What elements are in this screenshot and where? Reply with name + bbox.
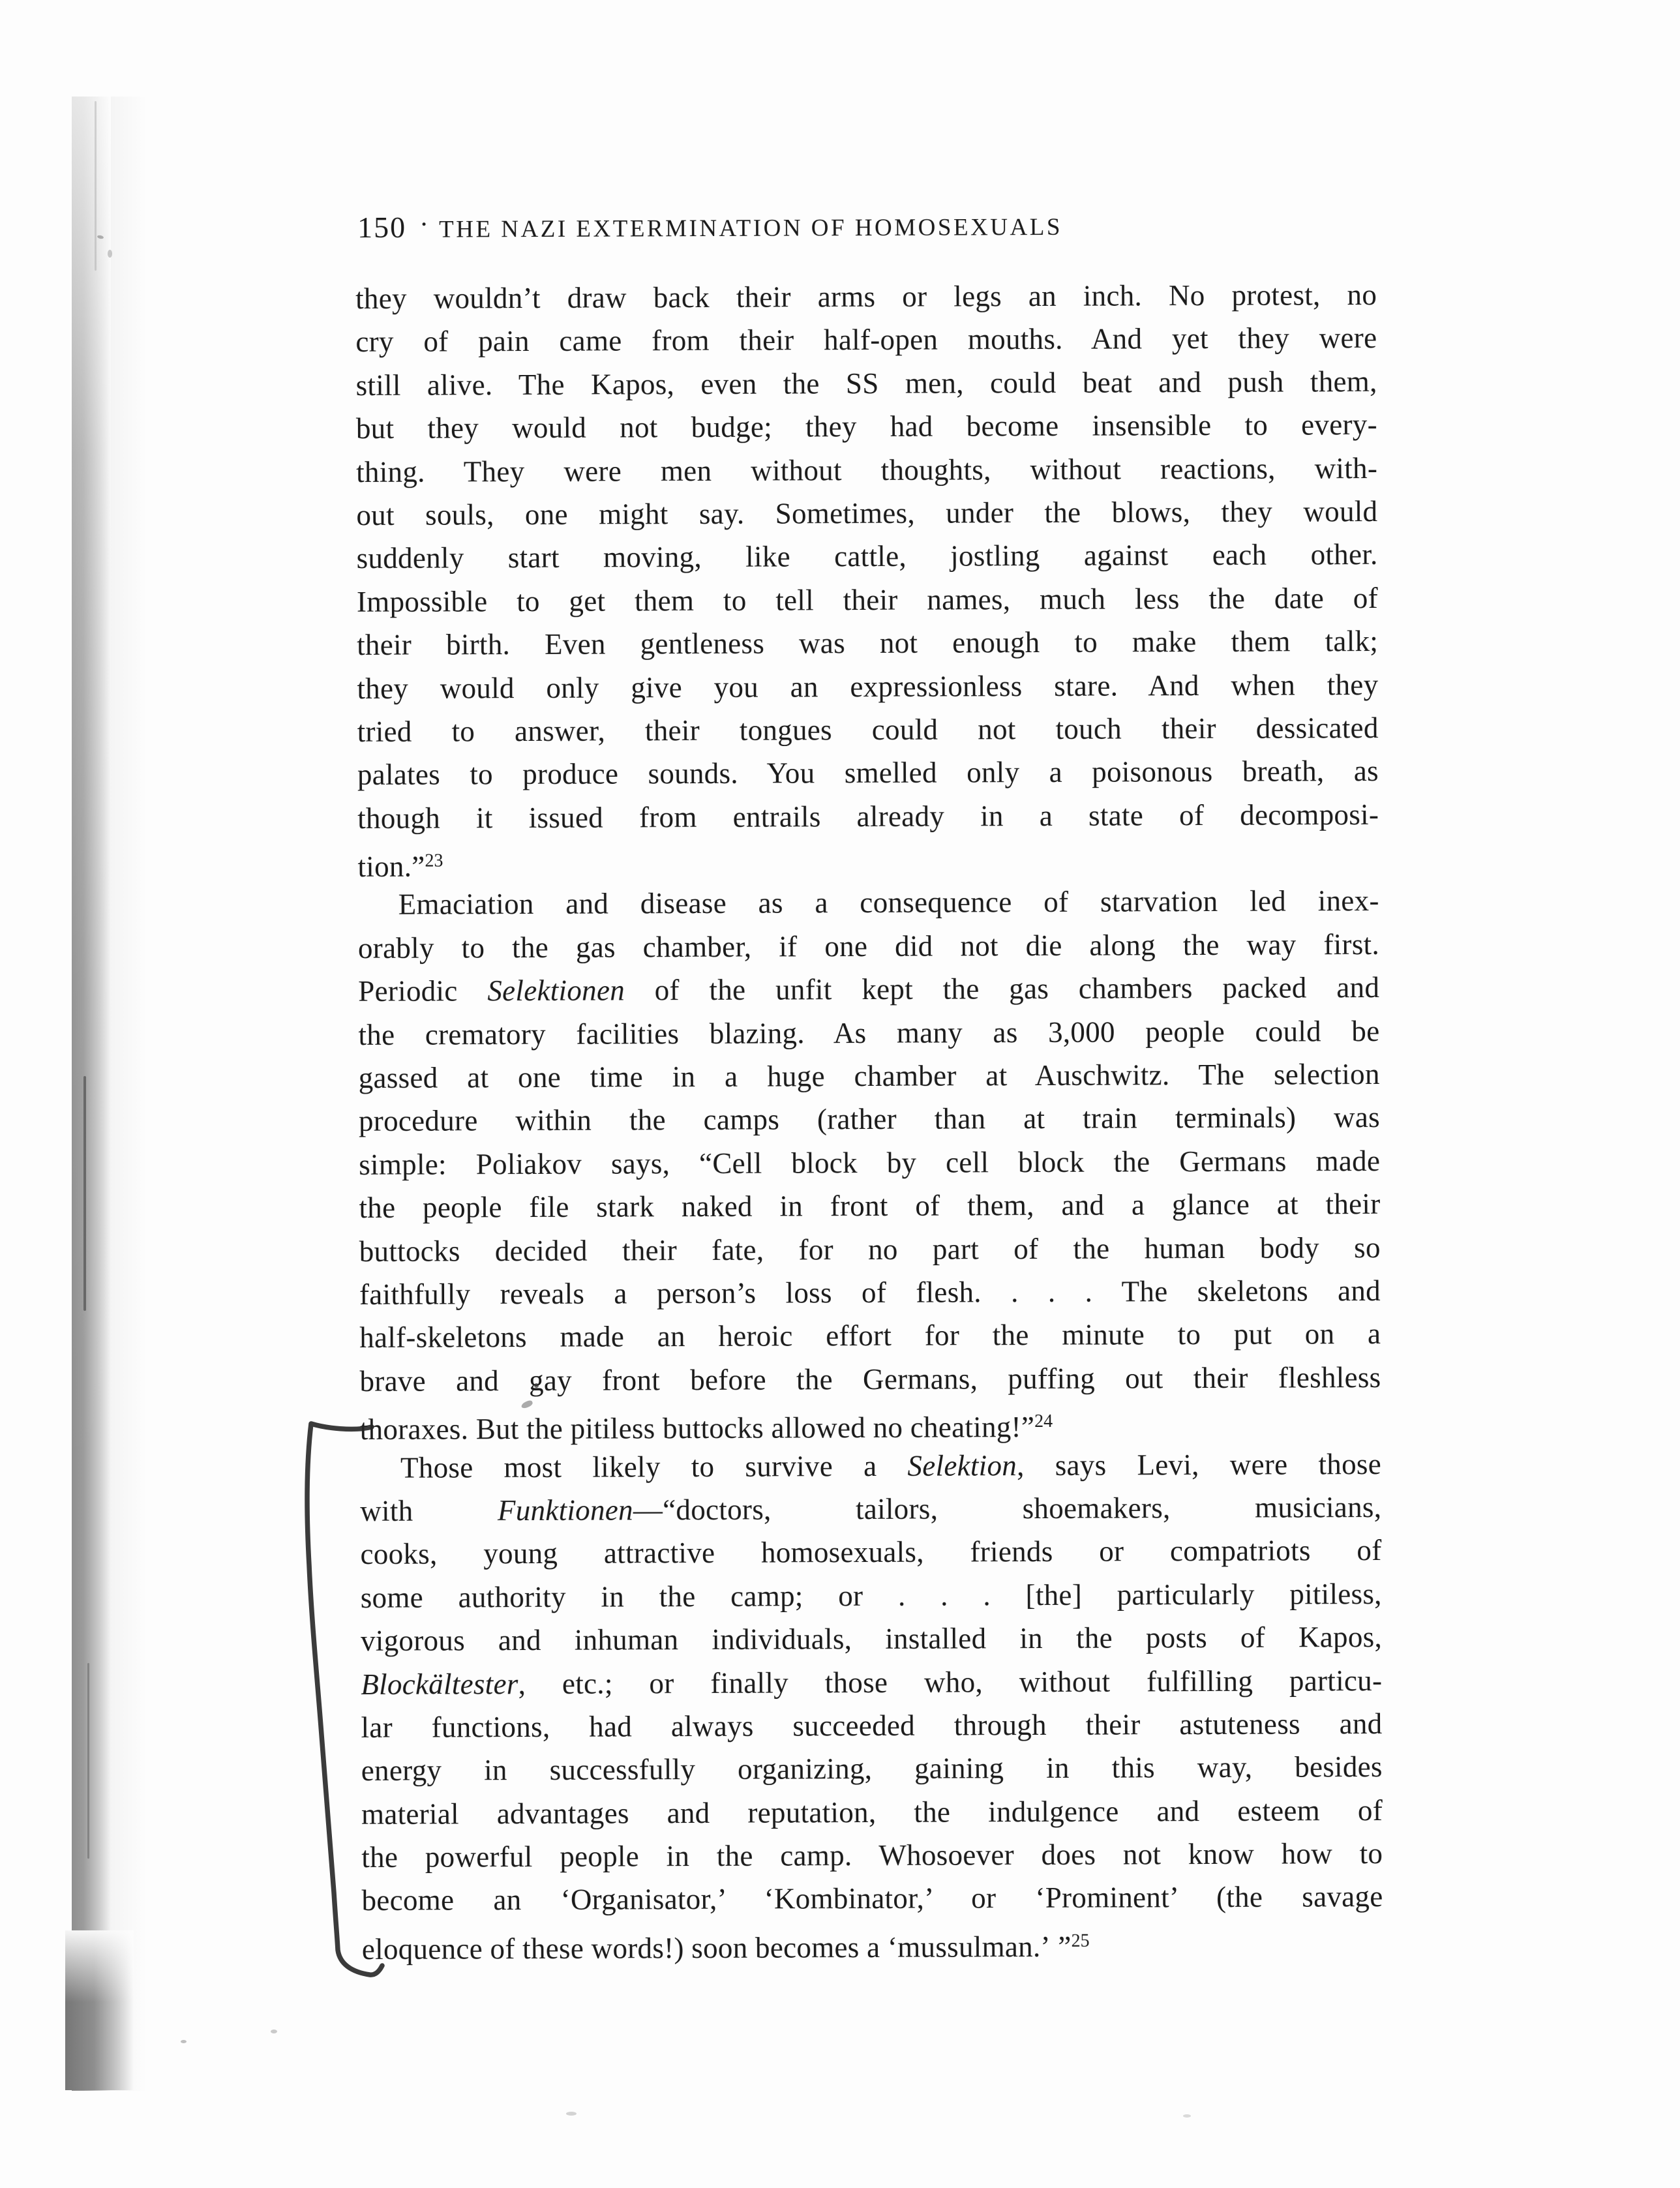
- text-line: [358, 923, 1379, 970]
- text-segment: tion.”: [357, 850, 425, 884]
- text-line: [359, 1356, 1381, 1403]
- text-line: [359, 1096, 1380, 1143]
- scan-streak: [83, 1076, 86, 1311]
- text-line: [356, 403, 1377, 450]
- text-segment: the people file stark naked in front of them, and a glance at their: [359, 1188, 1381, 1225]
- text-segment: procedure within the camps (rather than at train terminals) was: [358, 1101, 1381, 1138]
- text-segment: energy in successfully organizing, gaining in this way, besides: [361, 1750, 1383, 1788]
- text-line: [361, 1615, 1382, 1662]
- text-segment: the powerful people in the camp. Whosoever does not know how to: [361, 1837, 1383, 1874]
- scan-gutter-shadow: [72, 97, 111, 2091]
- text-line: [359, 1053, 1380, 1100]
- margin-bracket-annotation: [297, 1407, 408, 2001]
- text-segment: with: [360, 1494, 498, 1527]
- paragraph: [355, 273, 1379, 883]
- text-line: [360, 1529, 1381, 1576]
- footnote-reference: 23: [425, 850, 443, 871]
- text-segment: half-skeletons made an heroic effort for the minute to put on a: [359, 1317, 1381, 1355]
- text-line: [357, 577, 1378, 623]
- text-line: [355, 316, 1377, 363]
- text-segment: suddenly start moving, like cattle, jostling against each other.: [356, 538, 1378, 575]
- text-line: [359, 1226, 1381, 1273]
- running-header: [357, 205, 1401, 248]
- text-segment: they would only give you an expressionless stare. And when they: [357, 668, 1379, 705]
- text-segment: of the unfit kept the gas chambers packed and: [624, 971, 1380, 1007]
- text-segment: their birth. Even gentleness was not enough to make them talk;: [357, 625, 1379, 662]
- text-segment: Selektion: [907, 1448, 1017, 1482]
- paragraph: [358, 879, 1381, 1446]
- running-title: THE NAZI EXTERMINATION OF HOMOSEXUALS: [439, 213, 1062, 243]
- text-line: [359, 1139, 1380, 1186]
- text-segment: still alive. The Kapos, even the SS men, could beat and push them,: [355, 365, 1377, 402]
- text-segment: cooks, young attractive homosexuals, friends or compatriots of: [360, 1534, 1382, 1571]
- text-segment: , etc.; or finally those who, without fulfilling particu-: [518, 1664, 1383, 1700]
- header-separator-dot: ·: [419, 209, 429, 240]
- footnote-reference: 24: [1034, 1411, 1053, 1432]
- text-segment: tried to answer, their tongues could not touch their dessicated: [357, 711, 1379, 748]
- text-segment: buttocks decided their fate, for no part of the human body so: [359, 1231, 1381, 1268]
- text-segment: palates to produce sounds. You smelled only a poisonous breath, as: [357, 755, 1379, 792]
- text-segment: Blockältester: [361, 1667, 518, 1701]
- text-segment: but they would not budge; they had become insensible to every-: [355, 408, 1377, 445]
- text-line: [359, 1269, 1381, 1316]
- text-line: [357, 533, 1378, 580]
- text-line: [362, 1919, 1383, 1966]
- text-segment: Emaciation and disease as a consequence of starvation led inex-: [398, 884, 1379, 922]
- scan-speck: [566, 2112, 577, 2116]
- text-line: [355, 273, 1377, 320]
- text-segment: Impossible to get them to tell their names, much less the date of: [356, 581, 1379, 618]
- scan-speck: [1183, 2114, 1191, 2118]
- text-line: [361, 1702, 1382, 1749]
- text-line: [356, 490, 1377, 537]
- text-segment: vigorous and inhuman individuals, installed in the posts of Kapos,: [360, 1621, 1383, 1658]
- text-block: [355, 273, 1383, 1966]
- bracket-stroke: [307, 1424, 382, 1975]
- scan-speck: [108, 250, 112, 258]
- text-line: [361, 1745, 1383, 1792]
- scan-speck: [181, 2040, 187, 2043]
- text-line: [359, 1182, 1380, 1229]
- scan-speck: [271, 2030, 277, 2033]
- text-segment: , says Levi, were those: [1016, 1447, 1382, 1482]
- paragraph: [360, 1443, 1383, 1966]
- text-line: [357, 749, 1379, 796]
- text-segment: out souls, one might say. Sometimes, under the blows, they would: [356, 494, 1378, 532]
- text-line: [360, 1399, 1381, 1446]
- text-segment: eloquence of these words!) soon becomes a ‘mussulman.’ ”: [361, 1930, 1072, 1966]
- text-segment: Those most likely to survive a: [400, 1449, 908, 1484]
- text-segment: —“doctors, tailors, shoemakers, musicians,: [633, 1490, 1382, 1527]
- text-line: [357, 836, 1379, 883]
- text-segment: some authority in the camp; or . . . [the] particularly pitiless,: [360, 1577, 1382, 1614]
- text-segment: brave and gay front before the Germans, puffing out their fleshless: [359, 1360, 1381, 1398]
- text-line: [361, 1875, 1383, 1922]
- text-segment: gassed at one time in a huge chamber at Auschwitz. The selection: [358, 1058, 1380, 1095]
- text-segment: faithfully reveals a person’s loss of flesh. . . . The skeletons and: [359, 1274, 1381, 1311]
- scan-gutter-shadow-bottom: [65, 1930, 134, 2090]
- text-segment: thing. They were men without thoughts, without reactions, with-: [356, 451, 1378, 488]
- text-line: [360, 1486, 1381, 1533]
- text-segment: Periodic: [358, 974, 488, 1008]
- text-segment: cry of pain came from their half-open mouths. And yet they were: [355, 322, 1377, 359]
- text-segment: Funktionen: [497, 1493, 633, 1527]
- text-line: [357, 620, 1378, 667]
- text-segment: they wouldn’t draw back their arms or legs an inch. No protest, no: [355, 278, 1377, 316]
- text-segment: the crematory facilities blazing. As many as 3,000 people could be: [358, 1014, 1380, 1051]
- text-line: [361, 1572, 1382, 1619]
- text-segment: simple: Poliakov says, “Cell block by cell block the Germans made: [359, 1144, 1381, 1181]
- text-segment: Selektionen: [487, 974, 625, 1008]
- scan-streak: [87, 1663, 89, 1859]
- text-segment: thoraxes. But the pitiless buttocks allowed no cheating!”: [359, 1411, 1035, 1446]
- footnote-reference: 25: [1071, 1930, 1090, 1951]
- text-line: [359, 1312, 1381, 1359]
- text-segment: lar functions, had always succeeded through their astuteness and: [361, 1707, 1383, 1744]
- text-segment: become an ‘Organisator,’ ‘Kombinator,’ or ‘Prominent’ (the savage: [361, 1880, 1383, 1917]
- text-line: [360, 1443, 1381, 1490]
- text-line: [356, 447, 1377, 494]
- page-number: 150: [357, 210, 407, 245]
- text-line: [358, 966, 1379, 1013]
- text-line: [358, 879, 1379, 926]
- scan-streak: [95, 101, 97, 271]
- text-line: [361, 1832, 1383, 1879]
- text-line: [357, 793, 1379, 840]
- text-segment: orably to the gas chamber, if one did not die along the way first.: [357, 927, 1380, 965]
- text-segment: though it issued from entrails already in a state of decomposi-: [357, 798, 1379, 835]
- text-line: [358, 1010, 1379, 1057]
- text-segment: material advantages and reputation, the indulgence and esteem of: [361, 1793, 1383, 1831]
- text-line: [357, 706, 1379, 753]
- text-line: [356, 360, 1377, 407]
- text-line: [361, 1658, 1382, 1705]
- text-line: [357, 663, 1378, 710]
- text-line: [361, 1789, 1383, 1836]
